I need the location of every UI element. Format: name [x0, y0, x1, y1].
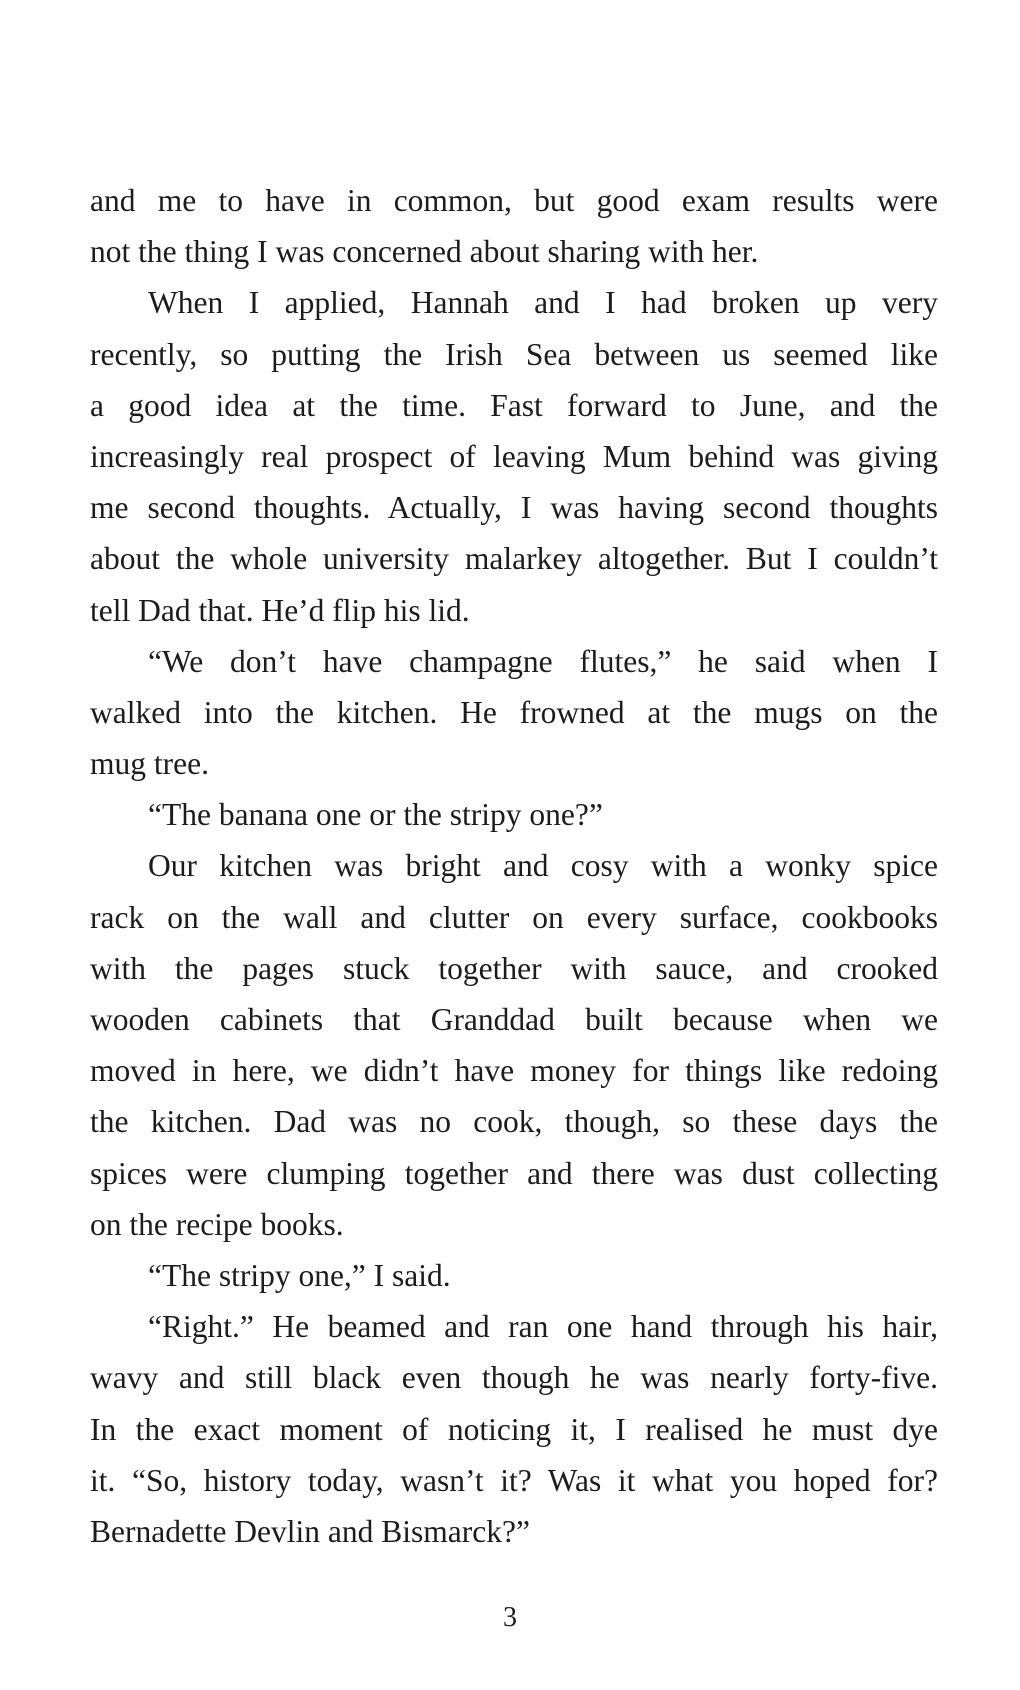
text-line: Bernadette Devlin and Bismarck?” [90, 1513, 530, 1549]
paragraph [90, 1250, 938, 1301]
paragraph [90, 789, 938, 840]
text-line: increasingly real prospect of leaving Mum behind was giving [90, 438, 938, 474]
text-line: tell Dad that. He’d flip his lid. [90, 592, 470, 628]
text-line: When I applied, Hannah and I had broken up very [148, 285, 938, 321]
text-line: wavy and still black even though he was nearly forty-five. [90, 1360, 938, 1396]
text-line: the kitchen. Dad was no cook, though, so these days the [90, 1104, 938, 1140]
text-line: not the thing I was concerned about sharing with her. [90, 234, 759, 270]
text-line: In the exact moment of noticing it, I realised he must dye [90, 1411, 938, 1447]
text-line: it. “So, history today, wasn’t it? Was it what you hoped for? [90, 1462, 938, 1498]
text-line: rack on the wall and clutter on every surface, cookbooks [90, 899, 938, 935]
text-line: Our kitchen was bright and cosy with a wonky spice [148, 848, 938, 884]
text-line: recently, so putting the Irish Sea between us seemed like [90, 336, 938, 372]
text-line: mug tree. [90, 746, 209, 782]
paragraph [90, 636, 938, 790]
text-line: spices were clumping together and there was dust collecting [90, 1155, 938, 1191]
text-line: and me to have in common, but good exam results were [90, 183, 938, 218]
text-line: “The banana one or the stripy one?” [148, 797, 603, 833]
paragraph [90, 175, 938, 277]
text-line: “Right.” He beamed and ran one hand through his hair, [148, 1309, 938, 1345]
paragraph [90, 1301, 938, 1557]
text-line: “The stripy one,” I said. [148, 1257, 451, 1293]
text-line: me second thoughts. Actually, I was having second thoughts [90, 490, 938, 526]
text-line: wooden cabinets that Granddad built because when we [90, 1002, 938, 1037]
text-line: a good idea at the time. Fast forward to June, and the [90, 387, 938, 423]
text-line: about the whole university malarkey altogether. But I couldn’t [90, 541, 938, 577]
text-line: walked into the kitchen. He frowned at the mugs on the [90, 694, 938, 730]
body-text [90, 175, 938, 1557]
text-line: with the pages stuck together with sauce, and crooked [90, 950, 938, 986]
paragraph [90, 277, 938, 635]
paragraph [90, 840, 938, 1250]
text-line: moved in here, we didn’t have money for things like redoing [90, 1053, 938, 1089]
page-number: 3 [503, 1602, 517, 1633]
text-line: “We don’t have champagne flutes,” he said when I [148, 643, 938, 679]
text-line: on the recipe books. [90, 1206, 344, 1242]
